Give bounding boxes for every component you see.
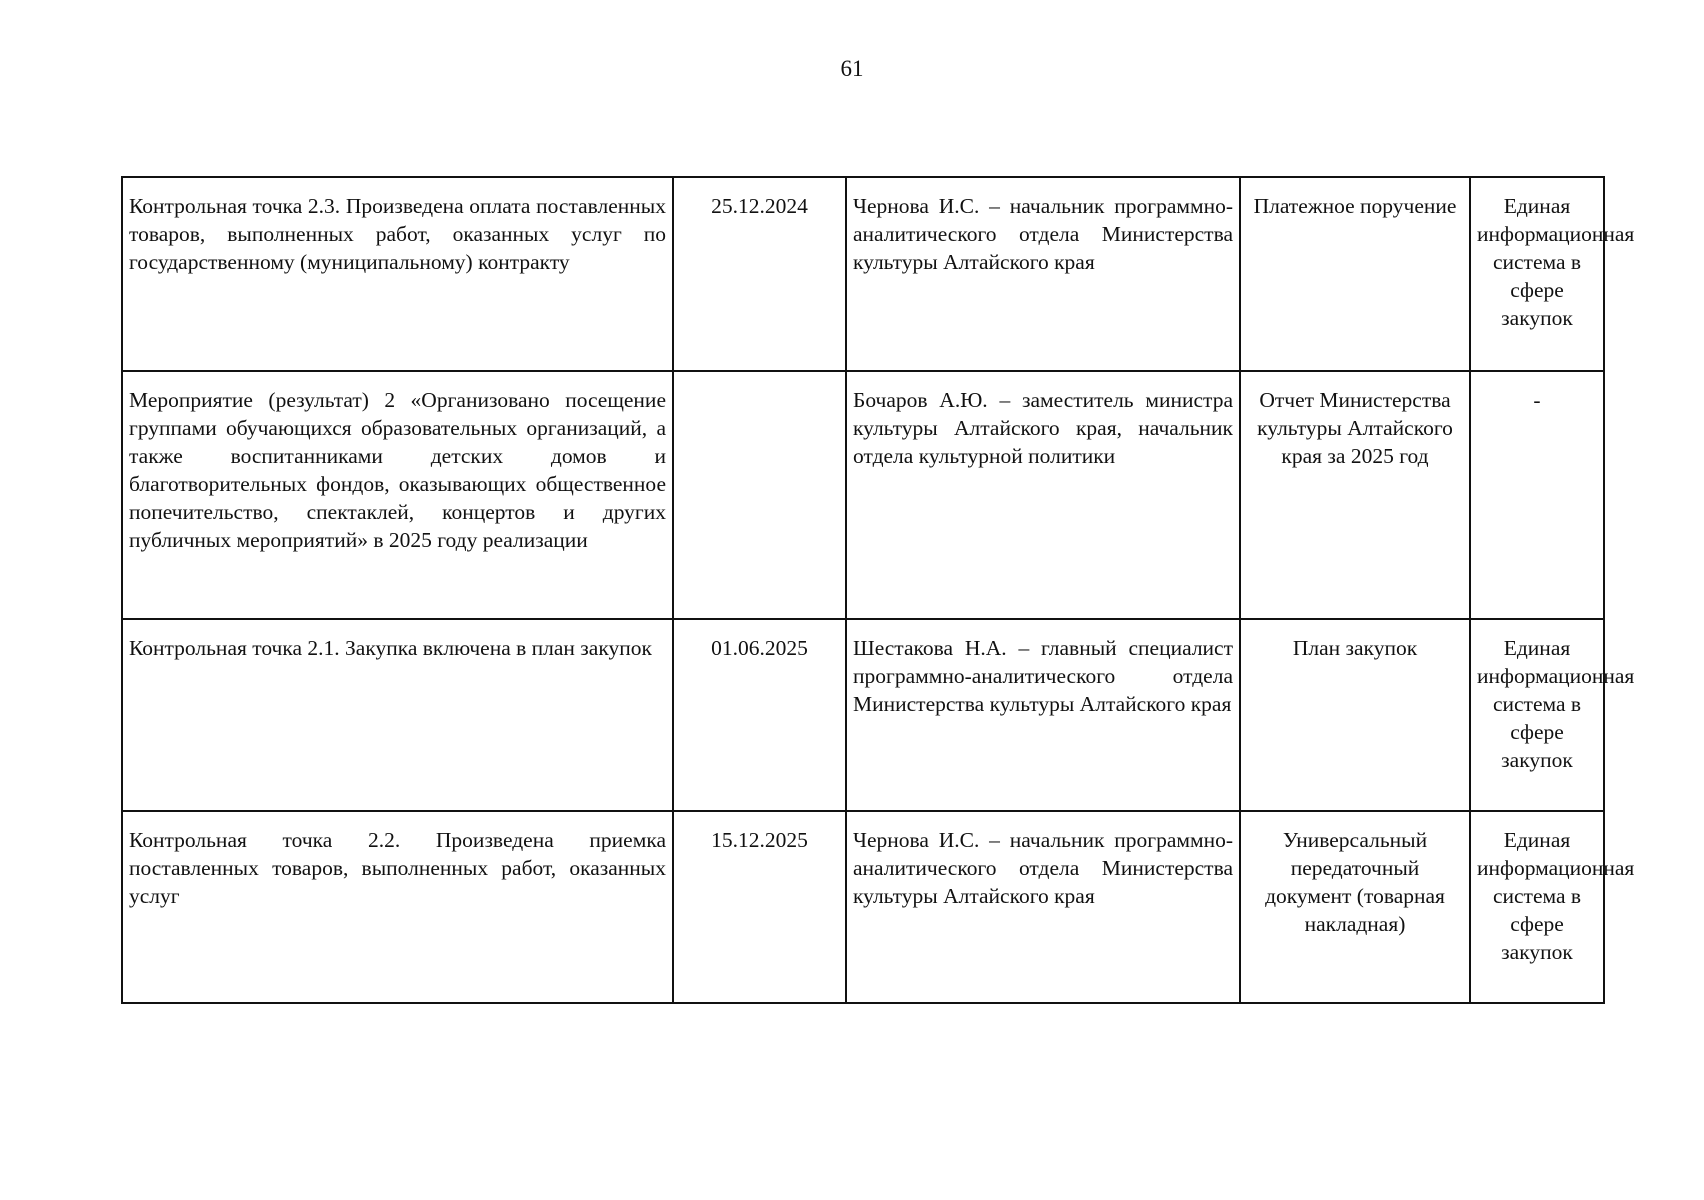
table-row (122, 177, 1604, 371)
cell-responsible: Чернова И.С. – начальник программно-аналитического отдела Министерства культуры Алтайского края (846, 811, 1240, 1003)
cell-name: Мероприятие (результат) 2 «Организовано посещение группами обучающихся образовательных организаций, а также воспитанниками детских домов и благотворительных фондов, оказывающих общественное попечительство, спектаклей, концертов и других публичных мероприятий» в 2025 году реализации (122, 371, 673, 619)
cell-system: - (1470, 371, 1604, 619)
table-row (122, 811, 1604, 1003)
table-row (122, 619, 1604, 811)
cell-name: Контрольная точка 2.2. Произведена приемка поставленных товаров, выполненных работ, оказанных услуг (122, 811, 673, 1003)
control-points-table (121, 176, 1635, 1004)
cell-name: Контрольная точка 2.3. Произведена оплата поставленных товаров, выполненных работ, оказанных услуг по государственному (муниципальному) контракту (122, 177, 673, 371)
cell-document: План закупок (1240, 619, 1470, 811)
cell-system: Единая информационная система в сфере закупок (1470, 177, 1604, 371)
table-row (122, 371, 1604, 619)
cell-date: 01.06.2025 (673, 619, 846, 811)
cell-responsible: Чернова И.С. – начальник программно-аналитического отдела Министерства культуры Алтайского края (846, 177, 1240, 371)
cell-responsible: Бочаров А.Ю. – заместитель министра культуры Алтайского края, начальник отдела культурной политики (846, 371, 1240, 619)
cell-system: Единая информационная система в сфере закупок (1470, 811, 1604, 1003)
cell-date: 25.12.2024 (673, 177, 846, 371)
cell-document: Платежное поручение (1240, 177, 1470, 371)
cell-document: Отчет Министерства культуры Алтайского края за 2025 год (1240, 371, 1470, 619)
cell-date (673, 371, 846, 619)
cell-document: Универсальный передаточный документ (товарная накладная) (1240, 811, 1470, 1003)
cell-system: Единая информационная система в сфере закупок (1470, 619, 1604, 811)
cell-responsible: Шестакова Н.А. – главный специалист программно-аналитического отдела Министерства культуры Алтайского края (846, 619, 1240, 811)
page-number: 61 (840, 56, 864, 81)
cell-name: Контрольная точка 2.1. Закупка включена в план закупок (122, 619, 673, 811)
cell-date: 15.12.2025 (673, 811, 846, 1003)
